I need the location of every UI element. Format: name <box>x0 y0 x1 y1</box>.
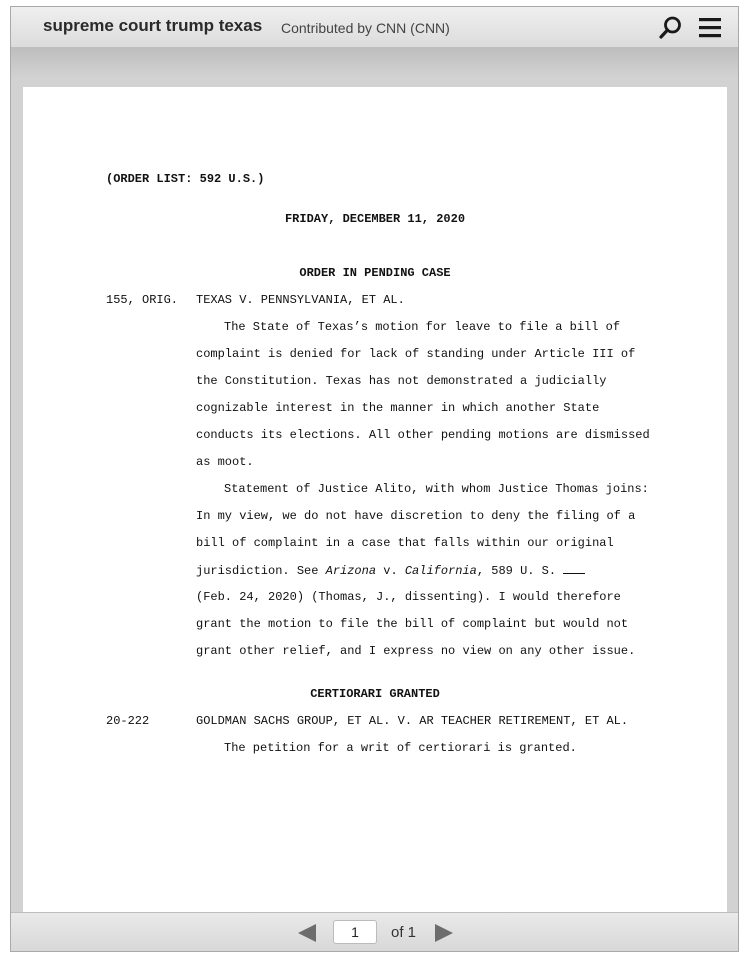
viewer-header <box>11 7 738 48</box>
search-icon <box>658 15 684 41</box>
prev-page-button[interactable] <box>297 924 317 942</box>
statement-line: In my view, we do not have discretion to deny the filing of a <box>196 509 636 523</box>
order-list-line: (ORDER LIST: 592 U.S.) <box>106 172 265 186</box>
case-title: GOLDMAN SACHS GROUP, ET AL. V. AR TEACHER RETIREMENT, ET AL. <box>196 714 629 728</box>
order-date: FRIDAY, DECEMBER 11, 2020 <box>284 212 466 226</box>
case-text-line: conducts its elections. All other pending motions are dismissed <box>196 428 650 442</box>
case-title: TEXAS V. PENNSYLVANIA, ET AL. <box>196 293 405 307</box>
prev-page-arrow-icon <box>297 924 317 942</box>
case-text-line: as moot. <box>196 455 254 469</box>
page-count-label: of 1 <box>391 924 417 941</box>
statement-line: grant the motion to file the bill of complaint but would not <box>196 617 629 631</box>
search-button[interactable] <box>658 15 684 41</box>
case-text-line: the Constitution. Texas has not demonstrated a judicially <box>196 374 607 388</box>
document-viewer <box>10 6 739 952</box>
next-page-arrow-icon <box>434 924 454 942</box>
citation-case-a: Arizona <box>325 564 377 578</box>
section-heading-pending: ORDER IN PENDING CASE <box>299 266 451 280</box>
case-text-line: cognizable interest in the manner in which another State <box>196 401 600 415</box>
citation-case-b: California <box>404 564 477 578</box>
case-number: 155, ORIG. <box>106 293 179 307</box>
next-page-button[interactable] <box>434 924 454 942</box>
statement-line: (Feb. 24, 2020) (Thomas, J., dissenting). I would therefore <box>196 590 621 604</box>
statement-line: bill of complaint in a case that falls within our original <box>196 536 614 550</box>
citation-blank <box>563 563 585 574</box>
case-number: 20-222 <box>106 714 150 728</box>
statement-line: grant other relief, and I express no view on any other issue. <box>196 644 636 658</box>
document-title: supreme court trump texas <box>43 16 263 35</box>
menu-button[interactable] <box>698 16 722 40</box>
statement-line: Statement of Justice Alito, with whom Justice Thomas joins: <box>224 482 649 496</box>
page-number-input[interactable] <box>333 920 377 944</box>
citation-pre: jurisdiction. See <box>196 564 326 578</box>
citation-post: , 589 U. S. <box>476 564 564 578</box>
citation-v: v. <box>376 564 405 578</box>
case-text-line: complaint is denied for lack of standing under Article III of <box>196 347 636 361</box>
case-text-line: The State of Texas’s motion for leave to file a bill of <box>224 320 621 334</box>
hamburger-menu-icon <box>698 16 722 40</box>
statement-line-citation <box>196 563 585 578</box>
section-heading-certiorari: CERTIORARI GRANTED <box>310 687 440 701</box>
header-shadow <box>11 47 738 91</box>
document-page <box>23 87 727 917</box>
pager-bar <box>11 912 738 952</box>
contributor-label: Contributed by CNN (CNN) <box>281 20 450 36</box>
case-text-line: The petition for a writ of certiorari is granted. <box>224 741 577 755</box>
